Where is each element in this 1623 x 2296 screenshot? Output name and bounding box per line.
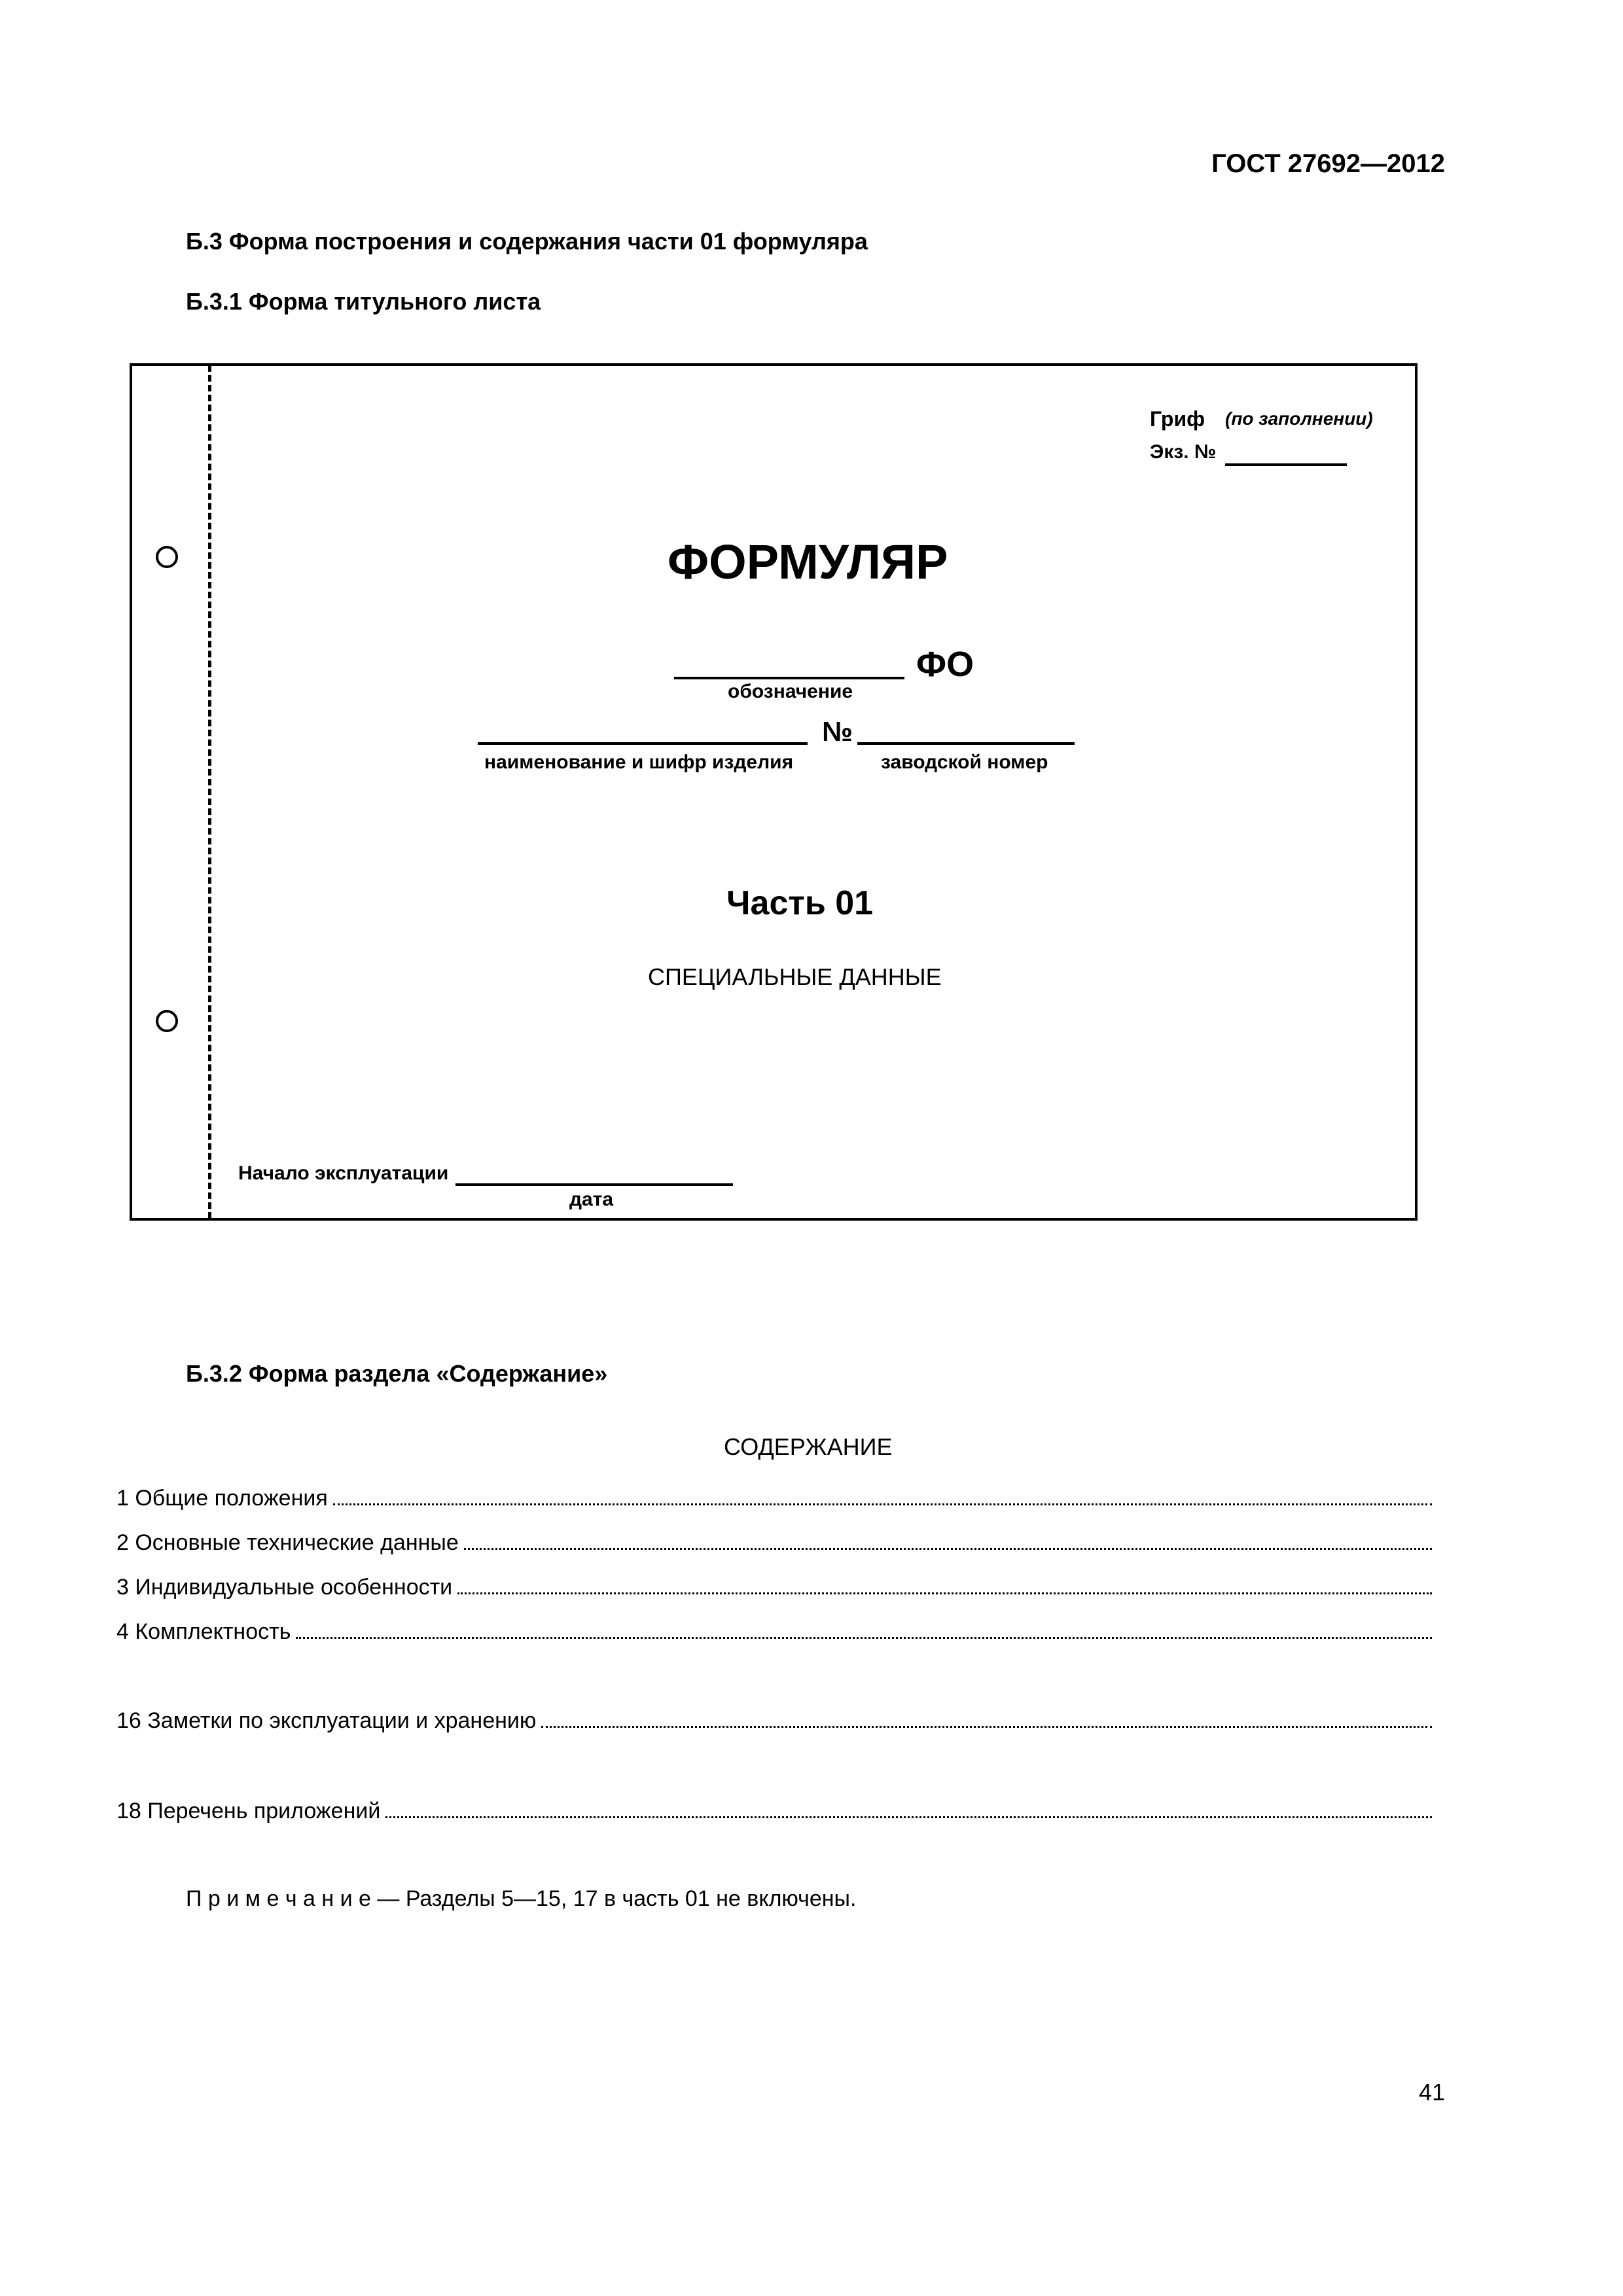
designation-caption: обозначение xyxy=(728,681,853,702)
toc-row xyxy=(116,1486,1432,1511)
toc-leader xyxy=(333,1503,1432,1505)
binding-hole-icon xyxy=(156,1010,178,1032)
copy-number-line xyxy=(1225,463,1347,466)
number-sign: № xyxy=(822,716,853,747)
product-name-line xyxy=(478,742,808,745)
toc-leader xyxy=(385,1816,1432,1818)
product-name-caption: наименование и шифр изделия xyxy=(484,751,794,773)
section-b32-heading: Б.3.2 Форма раздела «Содержание» xyxy=(186,1360,608,1387)
special-data-label: СПЕЦИАЛЬНЫЕ ДАННЫЕ xyxy=(648,963,942,990)
toc-item-label: 18 Перечень приложений xyxy=(116,1799,381,1823)
toc-leader xyxy=(296,1637,1432,1639)
toc-item-label: 16 Заметки по эксплуатации и хранению xyxy=(116,1708,537,1733)
toc-item-label: 4 Комплектность xyxy=(116,1619,291,1644)
designation-line xyxy=(674,677,904,679)
document-title: ФОРМУЛЯР xyxy=(668,535,948,589)
serial-number-caption: заводской номер xyxy=(881,751,1048,773)
date-caption: дата xyxy=(569,1189,614,1210)
binding-hole-icon xyxy=(156,546,178,568)
grif-note: (по заполнении) xyxy=(1225,408,1373,429)
toc-leader xyxy=(464,1548,1432,1550)
toc-item-label: 2 Основные технические данные xyxy=(116,1530,459,1555)
note-text: — Разделы 5—15, 17 в часть 01 не включены. xyxy=(370,1886,857,1911)
serial-number-line xyxy=(857,742,1075,745)
toc-item-label: 1 Общие положения xyxy=(116,1486,328,1511)
toc-row xyxy=(116,1530,1432,1556)
contents-note xyxy=(186,1886,856,1912)
title-sheet-frame xyxy=(130,363,1418,1221)
toc-leader xyxy=(541,1726,1432,1728)
grif-label: Гриф xyxy=(1150,407,1205,431)
section-b3-heading: Б.3 Форма построения и содержания части 01 формуляра xyxy=(186,228,868,255)
toc-row xyxy=(116,1575,1432,1600)
contents-heading: СОДЕРЖАНИЕ xyxy=(724,1433,893,1460)
toc-leader xyxy=(457,1592,1432,1594)
operation-date-line xyxy=(455,1183,733,1186)
page-number: 41 xyxy=(1418,2079,1445,2106)
note-label: П р и м е ч а н и е xyxy=(186,1886,371,1911)
toc-row xyxy=(116,1799,1432,1824)
copy-number-label: Экз. № xyxy=(1150,441,1217,463)
section-b31-heading: Б.3.1 Форма титульного листа xyxy=(186,288,541,315)
toc-row xyxy=(116,1708,1432,1734)
binding-dashed-line xyxy=(208,365,211,1219)
standard-number: ГОСТ 27692—2012 xyxy=(1211,149,1445,178)
operation-start-label: Начало эксплуатации xyxy=(238,1162,449,1184)
fo-label: ФО xyxy=(916,645,974,684)
part-title: Часть 01 xyxy=(726,884,874,922)
toc-row xyxy=(116,1619,1432,1645)
toc-item-label: 3 Индивидуальные особенности xyxy=(116,1575,453,1600)
